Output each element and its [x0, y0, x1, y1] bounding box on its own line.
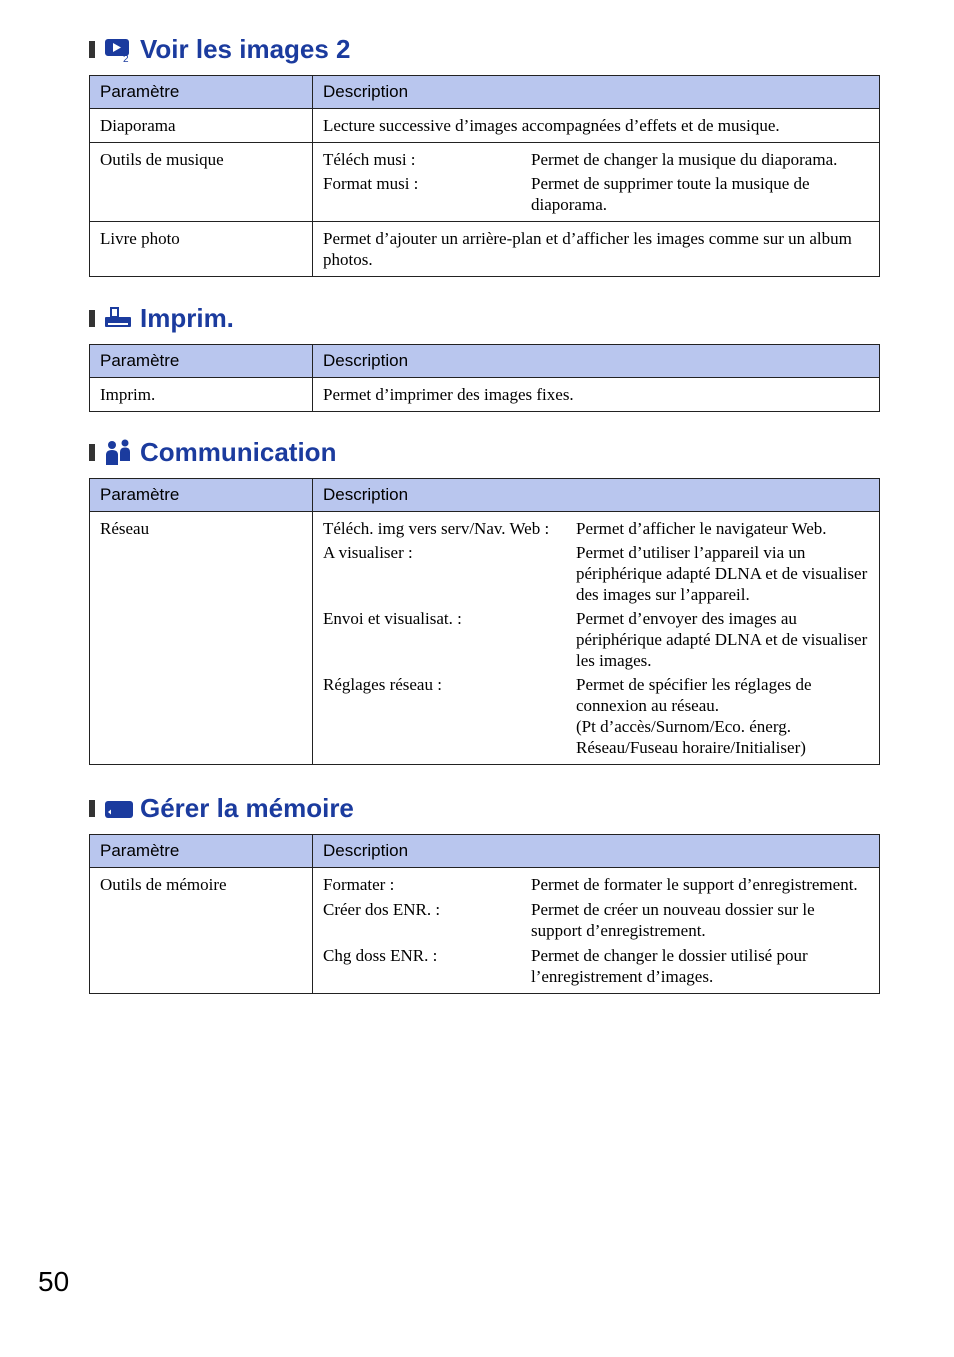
section-heading	[89, 302, 880, 334]
sub-desc: Permet de créer un nouveau dossier sur le support d’enregistrement.	[531, 900, 815, 940]
settings-table	[89, 834, 880, 994]
header-description: Description	[313, 479, 880, 512]
heading-bar-marker	[89, 41, 95, 58]
table-header-row	[90, 345, 880, 378]
settings-table	[89, 75, 880, 277]
param-cell: Diaporama	[90, 109, 313, 143]
settings-table	[89, 478, 880, 765]
sub-label: Format musi :	[323, 174, 419, 193]
header-parametre: Paramètre	[90, 76, 313, 109]
param-cell: Outils de mémoire	[90, 868, 313, 994]
table-header-row	[90, 76, 880, 109]
sub-desc-note: (Pt d’accès/Surnom/Eco. énerg. Réseau/Fuseau horaire/Initialiser)	[576, 717, 806, 757]
desc-cell	[313, 512, 880, 765]
section-title: Communication	[140, 436, 337, 467]
table-row	[90, 868, 880, 994]
header-parametre: Paramètre	[90, 345, 313, 378]
sub-desc: Permet de spécifier les réglages de connexion au réseau.	[576, 675, 812, 715]
svg-text:2: 2	[123, 54, 129, 63]
sub-desc: Permet de supprimer toute la musique de diaporama.	[531, 174, 810, 214]
sub-desc: Permet d’envoyer des images au périphérique adapté DLNA et de visualiser les images.	[576, 609, 868, 670]
desc-cell	[313, 143, 880, 222]
heading-bar-marker	[89, 310, 95, 327]
header-description: Description	[313, 345, 880, 378]
param-cell: Livre photo	[90, 222, 313, 277]
sub-label: Chg doss ENR. :	[323, 946, 438, 965]
sub-desc: Permet de changer le dossier utilisé pour l’enregistrement d’images.	[531, 946, 808, 986]
table-header-row	[90, 835, 880, 868]
sub-desc-group	[576, 674, 875, 758]
sub-label: Formater :	[323, 875, 395, 894]
sub-desc: Permet d’afficher le navigateur Web.	[576, 519, 827, 538]
sub-label: Téléch musi :	[323, 150, 416, 169]
sub-label: A visualiser :	[323, 543, 413, 562]
desc-cell: Lecture successive d’images accompagnées d’effets et de musique.	[313, 109, 880, 143]
header-description: Description	[313, 835, 880, 868]
header-parametre: Paramètre	[90, 479, 313, 512]
section-title: Voir les images 2	[140, 33, 351, 64]
table-row	[90, 512, 880, 765]
section-heading	[89, 792, 880, 824]
section-title: Gérer la mémoire	[140, 792, 354, 823]
desc-cell	[313, 868, 880, 994]
table-header-row	[90, 479, 880, 512]
page-number: 50	[38, 1266, 70, 1297]
param-cell: Réseau	[90, 512, 313, 765]
table-row	[90, 378, 880, 412]
section-heading	[89, 33, 880, 65]
sub-label: Téléch. img vers serv/Nav. Web :	[323, 519, 550, 538]
heading-bar-marker	[89, 444, 95, 461]
param-cell: Outils de musique	[90, 143, 313, 222]
desc-cell: Permet d’imprimer des images fixes.	[313, 378, 880, 412]
section-title: Imprim.	[140, 302, 234, 333]
section-heading	[89, 436, 880, 468]
sub-label: Envoi et visualisat. :	[323, 609, 462, 628]
print-icon	[104, 304, 134, 332]
sub-label: Réglages réseau :	[323, 675, 442, 694]
table-row	[90, 222, 880, 277]
header-description: Description	[313, 76, 880, 109]
table-row	[90, 109, 880, 143]
desc-cell: Permet d’ajouter un arrière-plan et d’afficher les images comme sur un album photos.	[313, 222, 880, 277]
sub-desc: Permet de changer la musique du diaporama.	[531, 150, 838, 169]
memory-card-icon	[104, 794, 134, 822]
sub-label: Créer dos ENR. :	[323, 900, 441, 919]
param-cell: Imprim.	[90, 378, 313, 412]
sub-desc: Permet d’utiliser l’appareil via un périphérique adapté DLNA et de visualiser des images sur l’appareil.	[576, 543, 868, 604]
sub-desc: Permet de formater le support d’enregistrement.	[531, 875, 858, 894]
heading-bar-marker	[89, 800, 95, 817]
settings-table	[89, 344, 880, 412]
header-parametre: Paramètre	[90, 835, 313, 868]
people-icon	[104, 438, 134, 466]
table-row	[90, 143, 880, 222]
playback-2-icon	[104, 35, 134, 63]
